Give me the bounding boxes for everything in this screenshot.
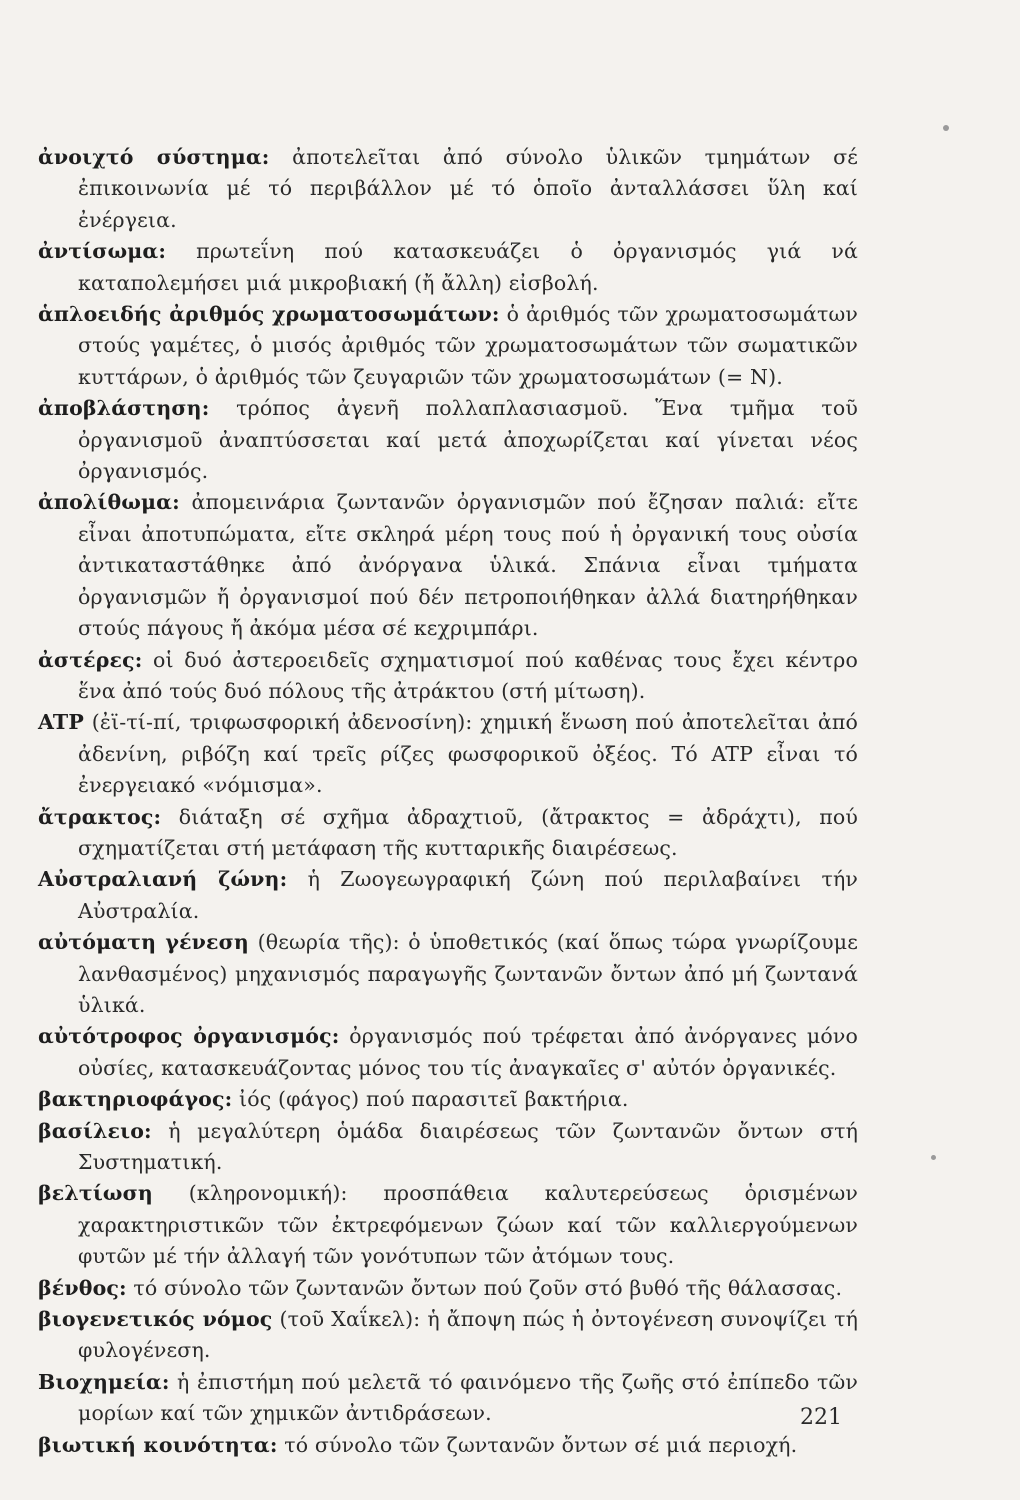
glossary-entry — [38, 1273, 858, 1304]
glossary-term: ἄτρακτος: — [38, 804, 162, 829]
glossary-term: βένθος: — [38, 1275, 127, 1300]
glossary-term: βασίλειο: — [38, 1118, 152, 1143]
glossary-term: ἀποβλάστηση: — [38, 396, 210, 421]
glossary-term: βελτίωση — [38, 1181, 153, 1206]
glossary-term: Αὐστραλιανή ζώνη: — [38, 867, 288, 892]
glossary-term: αὐτόματη γένεση — [38, 930, 249, 955]
glossary-term: ἁπλοειδής ἀριθμός χρωματοσωμάτων: — [38, 302, 500, 327]
glossary-definition: ἀπομεινάρια ζωντανῶν ὀργανισμῶν πού ἔζησαν παλιά: εἴτε εἶναι ἀποτυπώματα, εἴτε σκληρά μέρη τους πού ἡ ὀργανική τους οὐσία ἀντικαταστάθηκε ἀπό ἀνόργανα ὑλικά. Σπάνια εἶναι τμήματα ὀργανισμῶν ἤ ὀργανισμοί πού δέν πετροποιήθηκαν ἀλλά διατηρήθηκαν στούς πάγους ἤ ἀκόμα μέσα σέ κεχριμπάρι. — [78, 490, 858, 641]
glossary-entry — [38, 236, 858, 299]
glossary-entry — [38, 1178, 858, 1272]
glossary-definition: ὀργανισμός πού τρέφεται ἀπό ἀνόργανες μόνο οὐσίες, κατασκευάζοντας μόνος του τίς ἀναγκαῖες σ' αὐτόν ὀργανικές. — [78, 1024, 858, 1080]
glossary-term: βακτηριοφάγος: — [38, 1087, 233, 1112]
glossary-definition: ἡ ἐπιστήμη πού μελετᾶ τό φαινόμενο τῆς ζωῆς στό ἐπίπεδο τῶν μορίων καί τῶν χημικῶν ἀντιδράσεων. — [78, 1369, 858, 1426]
glossary-entry — [38, 1430, 858, 1461]
glossary-entry — [38, 1304, 858, 1367]
glossary-entry — [38, 927, 858, 1021]
glossary-definition: ὁ ἀριθμός τῶν χρωματοσωμάτων στούς γαμέτες, ὁ μισός ἀριθμός τῶν χρωματοσωμάτων τῶν σωματικῶν κυττάρων, ὁ ἀριθμός τῶν ζευγαριῶν τῶν χρωματοσωμάτων (= N). — [78, 302, 858, 389]
glossary-entry — [38, 299, 858, 393]
glossary-term: αὐτότροφος ὀργανισμός: — [38, 1024, 340, 1049]
glossary-definition: ἡ Ζωογεωγραφική ζώνη πού περιλαβαίνει τήν Αὐστραλία. — [78, 867, 858, 923]
glossary-definition: διάταξη σέ σχῆμα ἀδραχτιοῦ, (ἄτρακτος = ἀδράχτι), πού σχηματίζεται στή μετάφαση τῆς κυτταρικῆς διαιρέσεως. — [78, 804, 858, 860]
glossary-entry — [38, 707, 858, 801]
glossary-definition: τρόπος ἀγενῆ πολλαπλασιασμοῦ. Ἕνα τμῆμα τοῦ ὀργανισμοῦ ἀναπτύσσεται καί μετά ἀποχωρίζεται καί γίνεται νέος ὀργανισμός. — [78, 396, 859, 484]
glossary-definition: ἰός (φάγος) πού παρασιτεῖ βακτήρια. — [239, 1087, 629, 1112]
glossary-entry — [38, 142, 858, 236]
glossary-term: ATP — [38, 710, 84, 735]
page-number: 221 — [800, 1405, 842, 1430]
glossary-entry — [38, 393, 858, 487]
paper-speck — [943, 125, 949, 131]
glossary-entry — [38, 645, 858, 708]
glossary-entry — [38, 1367, 858, 1430]
glossary-entry — [38, 1116, 858, 1179]
glossary-term: βιογενετικός νόμος — [38, 1307, 273, 1332]
glossary-definition: πρωτεΐνη πού κατασκευάζει ὁ ὀργανισμός γιά νά καταπολεμήσει μιά μικροβιακή (ἤ ἄλλη) εἰσβολή. — [78, 239, 858, 295]
paper-speck — [931, 1155, 936, 1160]
glossary-definition: ἀποτελεῖται ἀπό σύνολο ὑλικῶν τμημάτων σέ ἐπικοινωνία μέ τό περιβάλλον μέ τό ὁποῖο ἀνταλλάσσει ὕλη καί ἐνέργεια. — [78, 145, 858, 232]
glossary-term: ἀπολίθωμα: — [38, 490, 180, 515]
glossary-term: ἀνοιχτό σύστημα: — [38, 145, 270, 169]
glossary-definition: τό σύνολο τῶν ζωντανῶν ὄντων πού ζοῦν στό βυθό τῆς θάλασσας. — [133, 1275, 843, 1300]
glossary-definition: τό σύνολο τῶν ζωντανῶν ὄντων σέ μιά περιοχή. — [284, 1432, 798, 1457]
glossary-entry — [38, 487, 858, 644]
glossary-entries — [38, 142, 858, 1461]
glossary-definition: ἡ μεγαλύτερη ὁμάδα διαιρέσεως τῶν ζωντανῶν ὄντων στή Συστηματική. — [78, 1118, 859, 1174]
glossary-term: ἀστέρες: — [38, 647, 143, 672]
glossary-term: ἀντίσωμα: — [38, 239, 167, 264]
glossary-entry — [38, 864, 858, 927]
glossary-entry — [38, 1021, 858, 1084]
glossary-definition: (κληρονομική): προσπάθεια καλυτερεύσεως ὁρισμένων χαρακτηριστικῶν τῶν ἐκτρεφόμενων ζώων καί τῶν καλλιεργούμενων φυτῶν μέ τήν ἀλλαγή τῶν γονότυπων τῶν ἀτόμων τους. — [78, 1181, 858, 1269]
glossary-definition: (τοῦ Χαΐκελ): ἡ ἄποψη πώς ἡ ὀντογένεση συνοψίζει τή φυλογένεση. — [78, 1307, 859, 1363]
glossary-definition: (θεωρία τῆς): ὁ ὑποθετικός (καί ὅπως τώρα γνωρίζουμε λανθασμένος) μηχανισμός παραγωγῆς ζωντανῶν ὄντων ἀπό μή ζωντανά ὑλικά. — [78, 930, 858, 1017]
glossary-entry — [38, 802, 858, 865]
glossary-term: βιωτική κοινότητα: — [38, 1432, 278, 1457]
glossary-definition: οἱ δυό ἀστεροειδεῖς σχηματισμοί πού καθένας τους ἔχει κέντρο ἕνα ἀπό τούς δυό πόλους τῆς ἀτράκτου (στή μίτωση). — [78, 647, 858, 703]
glossary-term: Βιοχημεία: — [38, 1369, 170, 1394]
glossary-entry — [38, 1084, 858, 1115]
glossary-definition: (ἐϊ-τί-πί, τριφωσφορική ἀδενοσίνη): χημική ἕνωση πού ἀποτελεῖται ἀπό ἀδενίνη, ριβόζη καί τρεῖς ρίζες φωσφορικοῦ ὀξέος. Τό ATP εἶναι τό ἐνεργειακό «νόμισμα». — [78, 710, 858, 798]
